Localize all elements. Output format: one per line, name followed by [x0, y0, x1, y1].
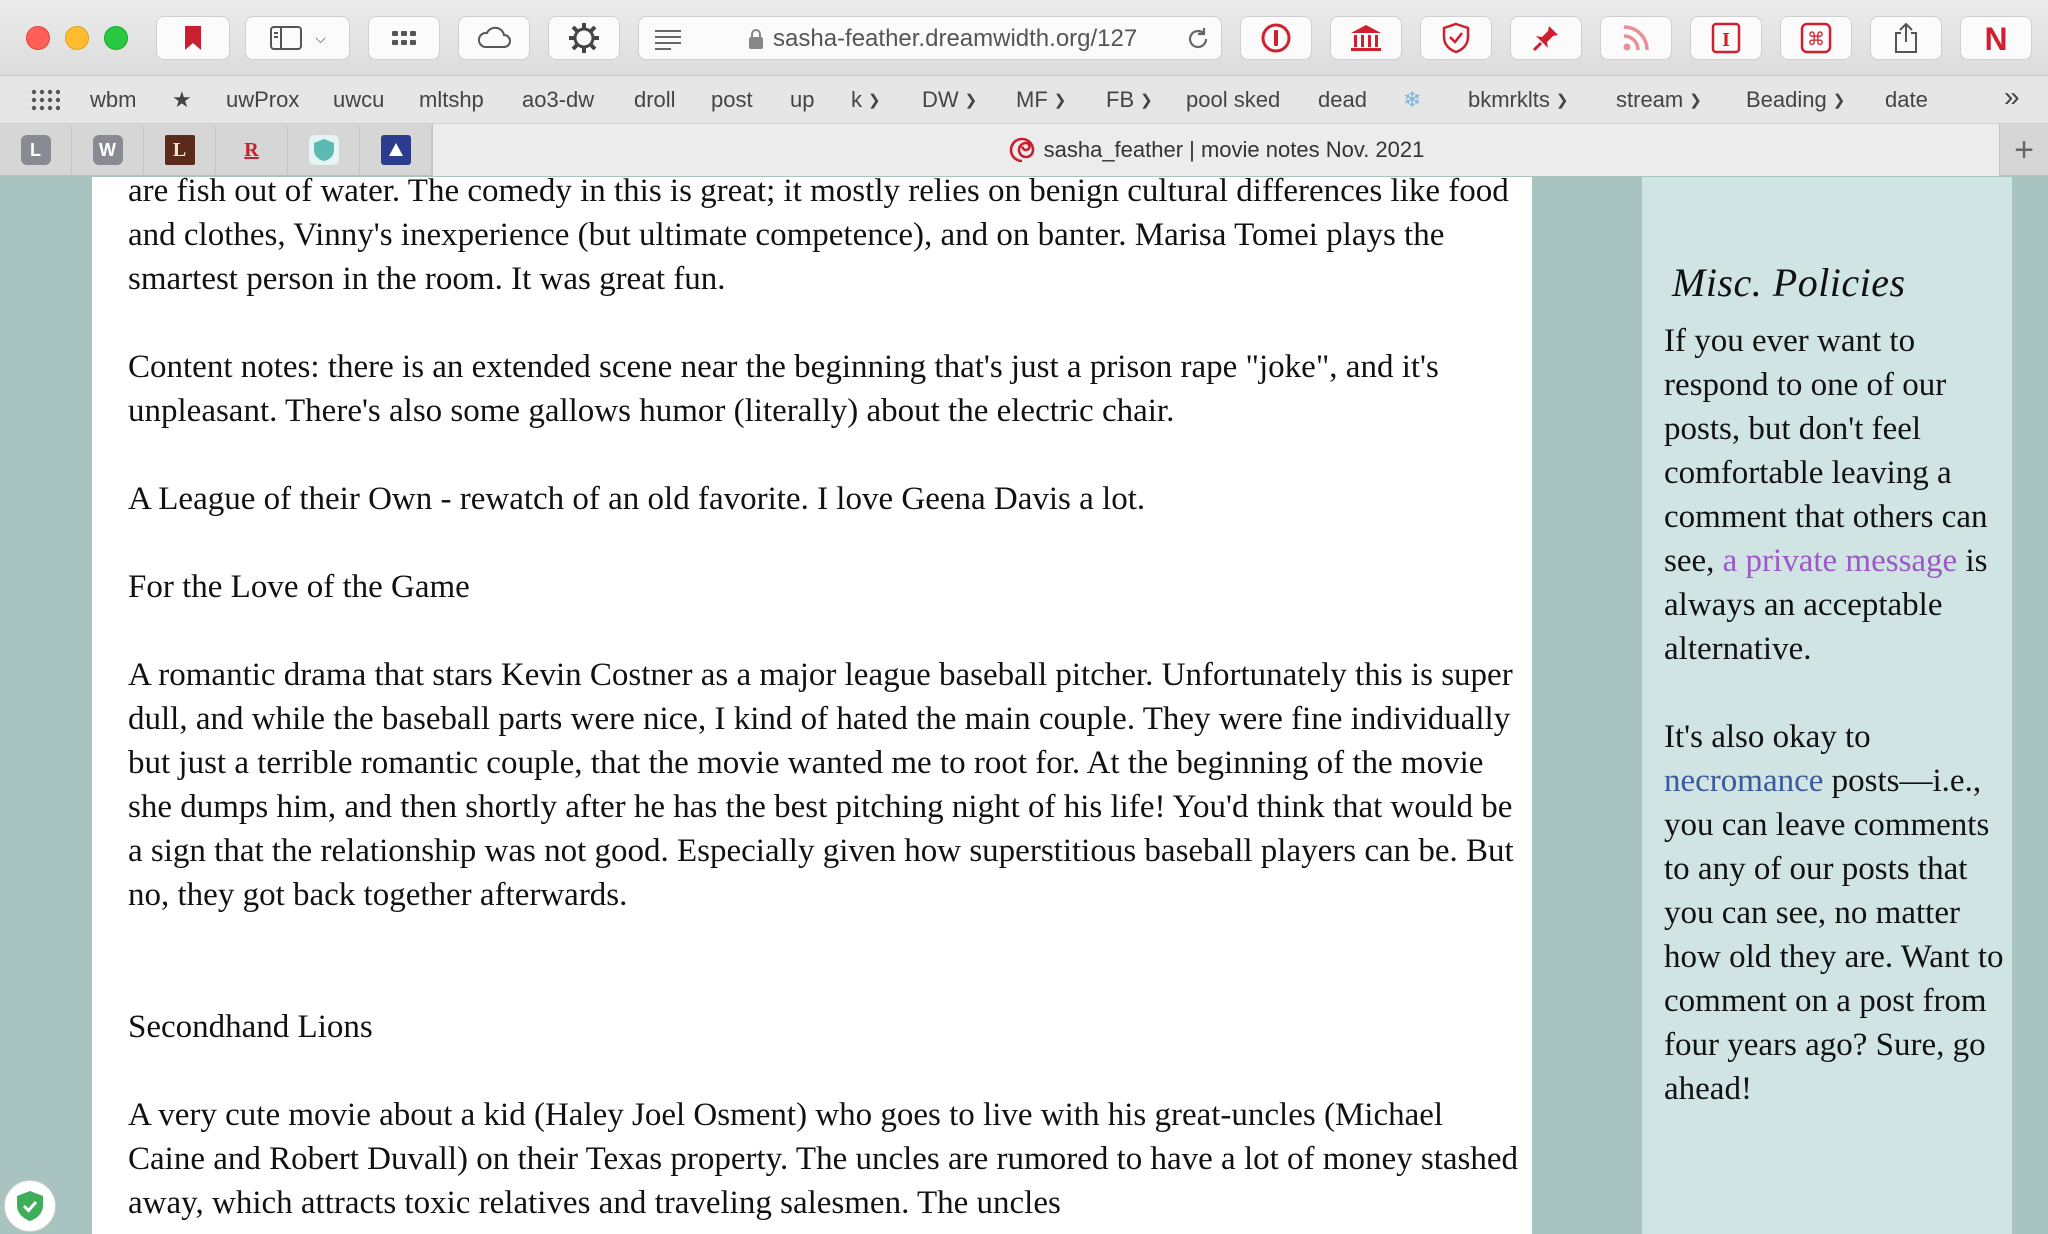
settings-extension-button[interactable]	[548, 16, 620, 60]
library-extension-button[interactable]	[1330, 16, 1402, 60]
entry-paragraph: Content notes: there is an extended scene near the beginning that's just a prison rape "joke", and it's unpleasant. There's also some gallows humor (literally) about the electric chair.	[128, 349, 1439, 429]
url-text: sasha-feather.dreamwidth.org/127	[773, 25, 1138, 52]
bookmark-snowflake[interactable]	[1403, 87, 1421, 113]
w-favicon-icon: W	[93, 135, 123, 165]
pinned-tab-4[interactable]	[216, 126, 288, 174]
close-window-button[interactable]	[26, 26, 50, 50]
shield-icon	[1441, 22, 1471, 54]
sidebar-paragraph: It's also okay to necromance posts—i.e., you can leave comments to any of our posts that you can see, no matter how old they are. Want to comment on a post from four years ago? Sure, go ahead!	[1664, 719, 2004, 1107]
bookmark-date[interactable]: date	[1885, 87, 1928, 112]
bookmark-folder-bkmrklts[interactable]: bkmrklts ❯	[1468, 87, 1569, 112]
more-bookmarks-button[interactable]: »	[2004, 81, 2020, 112]
cloud-icon	[476, 26, 512, 50]
sidebar-paragraph: If you ever want to respond to one of our posts, but don't feel comfortable leaving a comment that others can see, a private message is always an acceptable alternative.	[1664, 323, 1988, 667]
onepassword-icon	[1260, 22, 1292, 54]
icloud-button[interactable]	[458, 16, 530, 60]
pinned-tab-5[interactable]	[288, 126, 360, 174]
pinned-tab-2[interactable]	[72, 126, 144, 174]
bookmark-folder-mf[interactable]: MF ❯	[1016, 87, 1067, 112]
chevron-down-icon: ⌵	[315, 29, 326, 46]
chevron-down-icon: ❯	[1053, 92, 1067, 109]
rss-button[interactable]	[1600, 16, 1672, 60]
command-icon	[1800, 22, 1832, 54]
tab-title: sasha_feather | movie notes Nov. 2021	[1043, 137, 1425, 162]
bookmarks-bar	[0, 76, 2048, 124]
pin-icon	[1531, 23, 1561, 53]
chevron-down-icon: ❯	[964, 92, 978, 109]
command-extension-button[interactable]	[1780, 16, 1852, 60]
apps-grid-icon[interactable]	[30, 88, 60, 112]
sidebar-toggle-button[interactable]	[245, 16, 350, 60]
chevron-down-icon: ❯	[1832, 92, 1846, 109]
bookmark-post[interactable]: post	[711, 87, 753, 112]
instapaper-icon	[1711, 22, 1741, 54]
bookmark-droll[interactable]: droll	[634, 87, 676, 112]
privacy-shield-button[interactable]	[1420, 16, 1492, 60]
movie-title: For the Love of the Game	[128, 569, 470, 605]
rss-icon	[1621, 23, 1651, 53]
password-manager-button[interactable]	[1240, 16, 1312, 60]
sidebar-policies	[1642, 177, 2012, 1234]
bookmark-folder-k[interactable]: k ❯	[851, 87, 881, 112]
entry-paragraph: A very cute movie about a kid (Haley Joel Osment) who goes to live with his great-uncles (Michael Caine and Robert Duvall) on their Texas property. The uncles are rumored to have a lot of money stashed away, which attracts toxic relatives and traveling salesmen. The uncles	[128, 1097, 1518, 1221]
reader-view-icon[interactable]	[653, 28, 683, 50]
svg-text:⌘: ⌘	[1807, 29, 1825, 50]
snowflake-icon: ❄	[1403, 87, 1422, 112]
bookmark-uwprox[interactable]: uwProx	[226, 87, 300, 112]
movie-title: Secondhand Lions	[128, 1009, 373, 1045]
check-shield-icon	[14, 1189, 46, 1223]
bookmark-star[interactable]: ★	[172, 87, 192, 112]
blue-favicon-icon	[381, 135, 411, 165]
active-tab[interactable]	[432, 124, 2000, 176]
gear-icon	[567, 21, 601, 55]
bookmark-wbm[interactable]: wbm	[90, 87, 137, 112]
share-icon	[1893, 22, 1919, 54]
bookmark-pool-sked[interactable]: pool sked	[1186, 87, 1281, 112]
svg-text:I: I	[1722, 29, 1730, 51]
private-message-link[interactable]: a private message	[1722, 543, 1958, 579]
bank-icon	[1349, 23, 1383, 53]
address-bar[interactable]	[638, 16, 1222, 60]
bookmark-up[interactable]: up	[790, 87, 815, 112]
pinned-tab-6[interactable]	[360, 126, 432, 174]
r-favicon-icon: R	[244, 138, 259, 161]
l-serif-favicon-icon: L	[165, 135, 195, 165]
bookmark-ao3-dw[interactable]: ao3-dw	[522, 87, 595, 112]
bookmark-folder-beading[interactable]: Beading ❯	[1746, 87, 1846, 112]
share-button[interactable]	[1870, 16, 1942, 60]
lock-icon	[747, 28, 765, 50]
bookmark-icon	[183, 24, 203, 52]
tab-overview-button[interactable]	[368, 16, 440, 60]
pinned-tab-3[interactable]	[144, 126, 216, 174]
entry-paragraph: A romantic drama that stars Kevin Costner as a major league baseball pitcher. Unfortunately this is super dull, and while the baseball parts were nice, I kind of hated the main couple. They were fine individually but just a terrible romantic couple, that the movie wanted me to root for. At the beginning of the movie she dumps him, and then shortly after he has the best pitching night of his life! You'd think that would be a sign that the relationship was not good. Especially given how superstitious baseball players can be. But no, they got back together afterwards.	[128, 657, 1514, 913]
n-logo-icon	[1981, 22, 2011, 54]
security-extension-badge[interactable]	[4, 1180, 56, 1232]
page-viewport	[0, 177, 2048, 1234]
tab-bar	[0, 124, 2048, 176]
chevron-down-icon: ❯	[1555, 92, 1569, 109]
bookmark-button[interactable]	[156, 16, 230, 60]
bookmark-mltshp[interactable]: mltshp	[419, 87, 484, 112]
entry-paragraph: A League of their Own - rewatch of an old favorite. I love Geena Davis a lot.	[128, 481, 1146, 517]
minimize-window-button[interactable]	[65, 26, 89, 50]
bookmark-uwcu[interactable]: uwcu	[333, 87, 385, 112]
journal-entry	[92, 177, 1532, 1234]
chevron-down-icon: ❯	[1140, 92, 1153, 109]
chevron-down-icon: ❯	[868, 92, 881, 109]
sidebar-icon	[269, 25, 303, 51]
bookmark-folder-dw[interactable]: DW ❯	[922, 87, 978, 112]
pinned-tab-1[interactable]	[0, 126, 72, 174]
entry-paragraph: are fish out of water. The comedy in this is great; it mostly relies on benign cultural differences like food and clothes, Vinny's inexperience (but ultimate competence), and on banter. Marisa Tomei plays the smartest person in the room. It was great fun.	[128, 177, 1509, 297]
news-extension-button[interactable]	[1960, 16, 2032, 60]
l-favicon-icon: L	[21, 135, 51, 165]
reload-icon[interactable]	[1185, 26, 1211, 52]
dreamwidth-swirl-icon	[1008, 136, 1036, 164]
grid-icon	[390, 28, 418, 48]
bookmark-folder-fb[interactable]: FB ❯	[1106, 87, 1153, 112]
teal-shield-favicon-icon	[309, 135, 339, 165]
bookmark-dead[interactable]: dead	[1318, 87, 1367, 112]
svg-text:N: N	[1984, 22, 2008, 54]
instapaper-button[interactable]	[1690, 16, 1762, 60]
bookmark-folder-stream[interactable]: stream ❯	[1616, 87, 1702, 112]
new-tab-button[interactable]: +	[2014, 130, 2034, 169]
sidebar-heading: Misc. Policies	[1672, 260, 1906, 305]
pinboard-button[interactable]	[1510, 16, 1582, 60]
necromance-link[interactable]: necromance	[1664, 763, 1824, 799]
zoom-window-button[interactable]	[104, 26, 128, 50]
chevron-down-icon: ❯	[1689, 92, 1702, 109]
browser-toolbar	[0, 0, 2048, 76]
